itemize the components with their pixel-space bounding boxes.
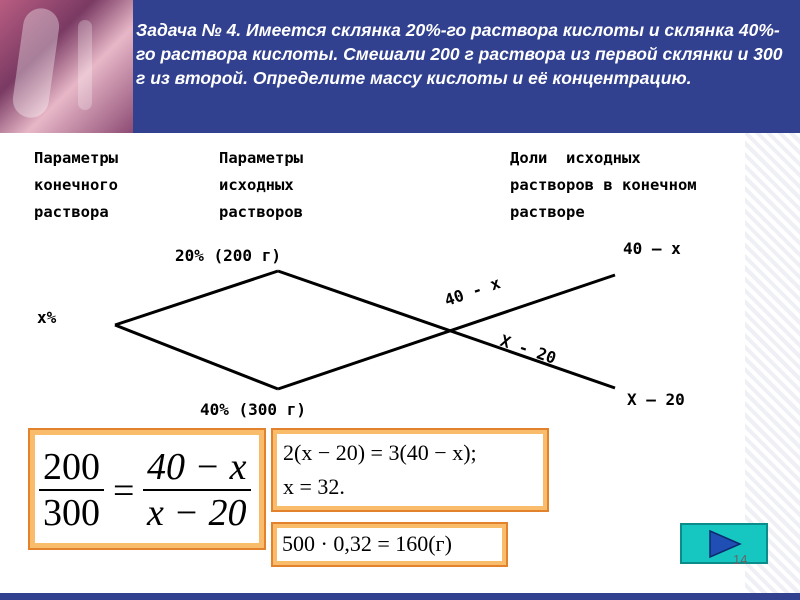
equals-sign: = <box>113 470 135 512</box>
column-heading-line: исходных <box>219 176 294 194</box>
solution-box <box>271 428 549 512</box>
column-heading-line: Параметры <box>219 149 303 167</box>
column-heading-line: раствора <box>34 203 109 221</box>
solution-line-2: x = 32. <box>283 474 345 499</box>
fraction-right-denominator: x − 20 <box>143 489 251 535</box>
bottom-source-label: 40% (300 г) <box>200 400 306 419</box>
column-heading-line: Параметры <box>34 149 118 167</box>
mass-result-box <box>271 522 508 567</box>
top-source-label: 20% (200 г) <box>175 246 281 265</box>
column-heading-line: конечного <box>34 176 118 194</box>
column-heading-line: растворе <box>510 203 585 221</box>
upper-line-difference-label: 40 - x <box>442 273 503 310</box>
center-concentration-label: x% <box>37 308 57 327</box>
bottom-share-label: X – 20 <box>627 390 685 409</box>
diagram-line-upper-left <box>115 271 278 325</box>
fraction-right-numerator: 40 − x <box>147 446 247 488</box>
footer-bar <box>0 593 800 600</box>
lower-line-difference-label: X - 20 <box>497 331 559 368</box>
solution-panel <box>277 434 543 506</box>
column-heading-line: Доли исходных <box>510 149 641 167</box>
next-slide-button[interactable] <box>680 523 768 564</box>
fraction-right <box>143 445 251 535</box>
mass-result-panel <box>277 528 502 561</box>
column-heading-line: растворов <box>219 203 303 221</box>
top-share-label: 40 – x <box>623 239 681 258</box>
proportion-formula-box <box>28 428 266 550</box>
fraction-left-denominator: 300 <box>39 489 104 535</box>
diagram-line-lower-left <box>115 325 278 389</box>
column-heading-line: растворов в конечном <box>510 176 697 194</box>
mass-result-formula: 500 · 0,32 = 160(г) <box>282 531 452 556</box>
fraction-left-numerator: 200 <box>43 446 100 488</box>
page-number: 14 <box>733 552 748 567</box>
problem-title: Задача № 4. Имеется склянка 20%-го раствора кислоты и склянка 40%-го раствора кислоты. Смешали 200 г раствора из первой склянки и 300 г из второй. Определите массу кислоты и её концентрацию. <box>136 20 783 88</box>
solution-line-1: 2(x − 20) = 3(40 − x); <box>283 440 477 465</box>
proportion-formula-panel <box>35 435 259 543</box>
fraction-left <box>39 445 104 535</box>
